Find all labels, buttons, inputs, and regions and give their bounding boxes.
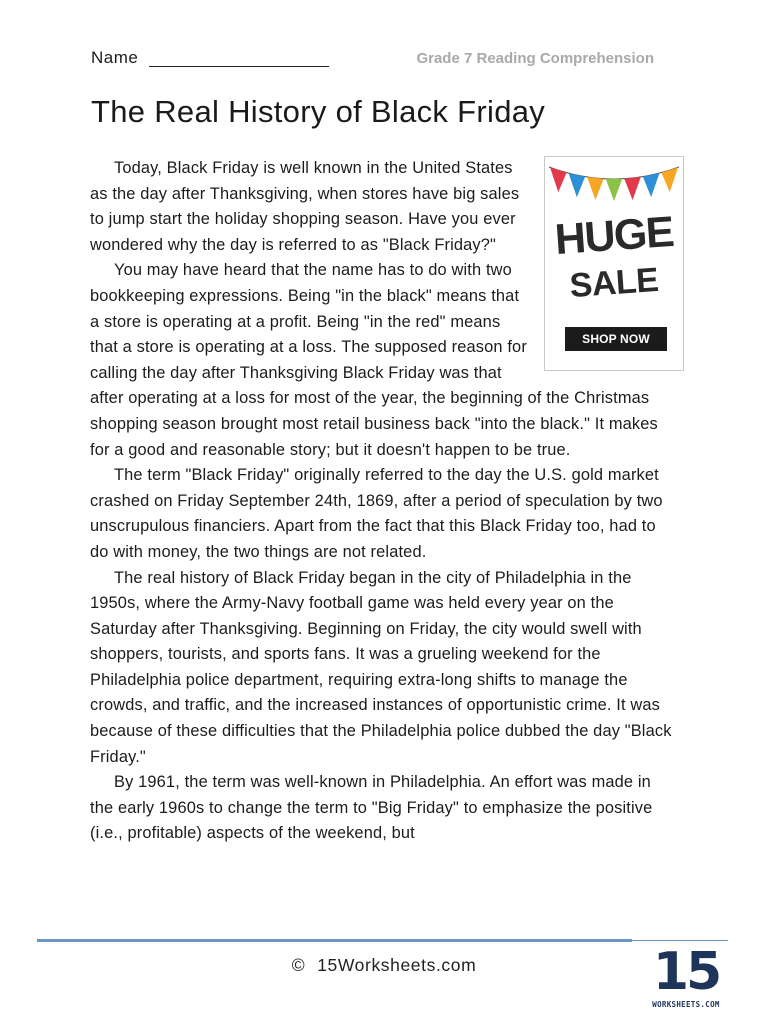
shop-now-button: SHOP NOW (565, 327, 667, 351)
grade-label: Grade 7 Reading Comprehension (416, 50, 654, 67)
copyright-icon: © (291, 955, 306, 975)
article-body (90, 156, 674, 847)
ad-sale-text: SALE (568, 260, 660, 306)
pennant-flag (606, 179, 623, 201)
logo-number: 15 (652, 942, 720, 1002)
footer-site-link[interactable]: 15Worksheets.com (317, 955, 477, 975)
paragraph-5: By 1961, the term was well-known in Philadelphia. An effort was made in the early 1960s to change the term to "Big Friday" to emphasize the positive (i.e., profitable) aspects of the weekend, but (90, 773, 653, 843)
footer-divider-thin (632, 940, 728, 941)
ad-huge-text: HUGE (553, 207, 675, 265)
paragraph-2: You may have heard that the name has to do with two bookkeeping expressions. Being "in the black" means that a store is operating at a profit. Being "in the red" means that a store is operating at a loss. The supposed reason for calling the day after Thanksgiving Black Friday was that after operating at a loss for most of the year, the beginning of the Christmas shopping season brought most retail business back "into the black." It makes for a good and reasonable story; but it doesn't happen to be true. (90, 261, 658, 459)
sale-ad-image (544, 156, 684, 371)
pennant-flag (643, 173, 660, 197)
pennant-string (549, 167, 679, 179)
footer-divider (37, 939, 632, 942)
worksheet-header (91, 46, 681, 72)
name-blank-line[interactable] (149, 66, 329, 67)
page-title: The Real History of Black Friday (91, 94, 546, 129)
pennant-flag (661, 167, 678, 192)
pennant-flag (569, 173, 586, 197)
pennant-flag (587, 177, 604, 200)
paragraph-1: Today, Black Friday is well known in the United States as the day after Thanksgiving, when stores have big sales to jump start the holiday shopping season. Have you ever wondered why the day is referred to as "Black Friday?" (90, 159, 520, 254)
name-label: Name (91, 48, 139, 67)
paragraph-4: The real history of Black Friday began in the city of Philadelphia in the 1950s, where the Army-Navy football game was held every year on the Saturday after Thanksgiving. Beginning on Friday, the city would swell with shoppers, tourists, and sports fans. It was a grueling weekend for the Philadelphia police department, requiring extra-long shifts to manage the crowds, and traffic, and the increased instances of opportunistic crime. It was because of these difficulties that the Philadelphia police dubbed the day "Black Friday." (90, 568, 672, 766)
logo-text: WORKSHEETS.COM (652, 1000, 720, 1009)
worksheets-logo (648, 942, 724, 1016)
pennant-flag (624, 177, 641, 200)
paragraph-3: The term "Black Friday" originally referred to the day the U.S. gold market crashed on Friday September 24th, 1869, after a period of speculation by two unscrupulous financiers. Apart from the fact that this Black Friday too, had to do with money, the two things are not related. (90, 466, 663, 561)
pennant-flag (550, 167, 567, 192)
